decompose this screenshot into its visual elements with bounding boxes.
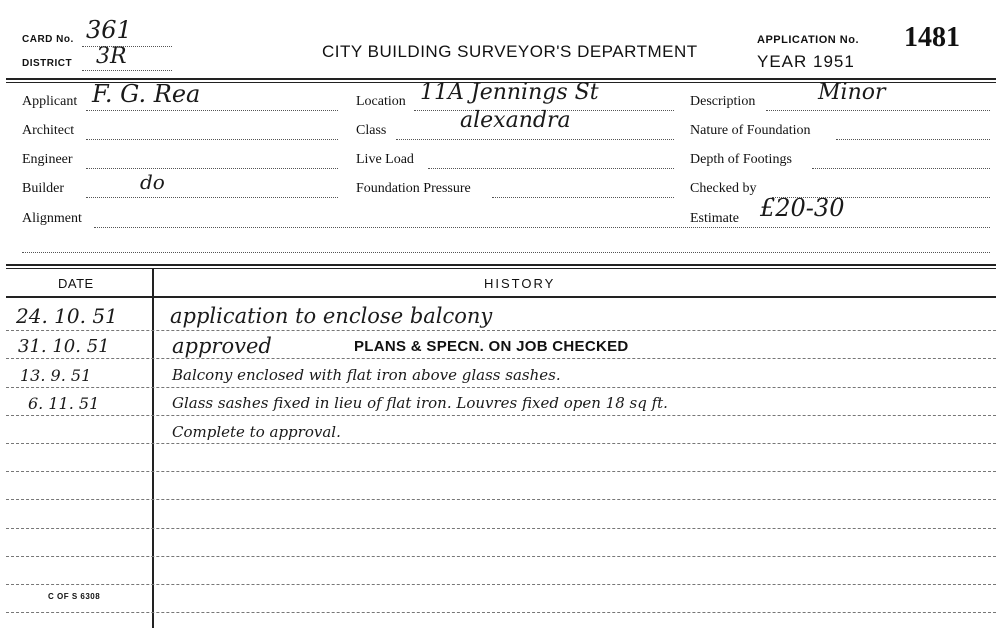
date-column-header: DATE (58, 276, 94, 291)
history-column-header: HISTORY (484, 276, 556, 291)
year-label: YEAR 1951 (757, 52, 855, 71)
nature-of-foundation-label: Nature of Foundation (690, 123, 811, 138)
form-code: C OF S 6308 (48, 592, 101, 601)
table-row (6, 304, 996, 332)
location-label: Location (356, 94, 406, 109)
department-title: CITY BUILDING SURVEYOR'S DEPARTMENT (322, 42, 698, 61)
foundation-pressure-label: Foundation Pressure (356, 181, 471, 196)
application-no-value: 1481 (904, 22, 960, 53)
alignment-label: Alignment (22, 211, 82, 226)
row-history: Balcony enclosed with flat iron above glass sashes. (172, 366, 561, 384)
architect-label: Architect (22, 123, 75, 138)
table-row (6, 421, 996, 449)
row-history: Complete to approval. (172, 423, 341, 441)
class-value: alexandra (460, 108, 571, 133)
table-row (6, 364, 996, 392)
location-value: 11A Jennings St (420, 80, 599, 105)
card-no-value: 361 (86, 16, 132, 44)
row-date: 6. 11. 51 (28, 394, 100, 413)
description-value: Minor (818, 80, 886, 105)
checked-stamp: PLANS & SPECN. ON JOB CHECKED (354, 338, 629, 355)
row-history: approved (172, 334, 272, 358)
district-label: DISTRICT (22, 58, 73, 69)
card-no-label: CARD No. (22, 34, 74, 45)
table-row (6, 334, 996, 362)
table-row (6, 392, 996, 420)
row-date: 13. 9. 51 (20, 366, 92, 385)
row-date: 31. 10. 51 (18, 336, 110, 357)
row-date: 24. 10. 51 (16, 304, 118, 328)
depth-of-footings-label: Depth of Footings (690, 152, 792, 167)
description-label: Description (690, 94, 756, 109)
class-label: Class (356, 123, 387, 138)
estimate-label: Estimate (690, 211, 739, 226)
checked-by-label: Checked by (690, 181, 757, 196)
district-value: 3R (96, 44, 127, 69)
estimate-value: £20-30 (760, 194, 845, 222)
engineer-label: Engineer (22, 152, 73, 167)
builder-value: do (140, 170, 165, 194)
applicant-value: F. G. Rea (92, 80, 201, 108)
live-load-label: Live Load (356, 152, 414, 167)
row-history: application to enclose balcony (170, 304, 493, 328)
applicant-label: Applicant (22, 94, 78, 109)
builder-label: Builder (22, 181, 64, 196)
row-history: Glass sashes fixed in lieu of flat iron. Louvres fixed open 18 sq ft. (172, 394, 668, 412)
application-no-label: APPLICATION No. (757, 34, 860, 46)
